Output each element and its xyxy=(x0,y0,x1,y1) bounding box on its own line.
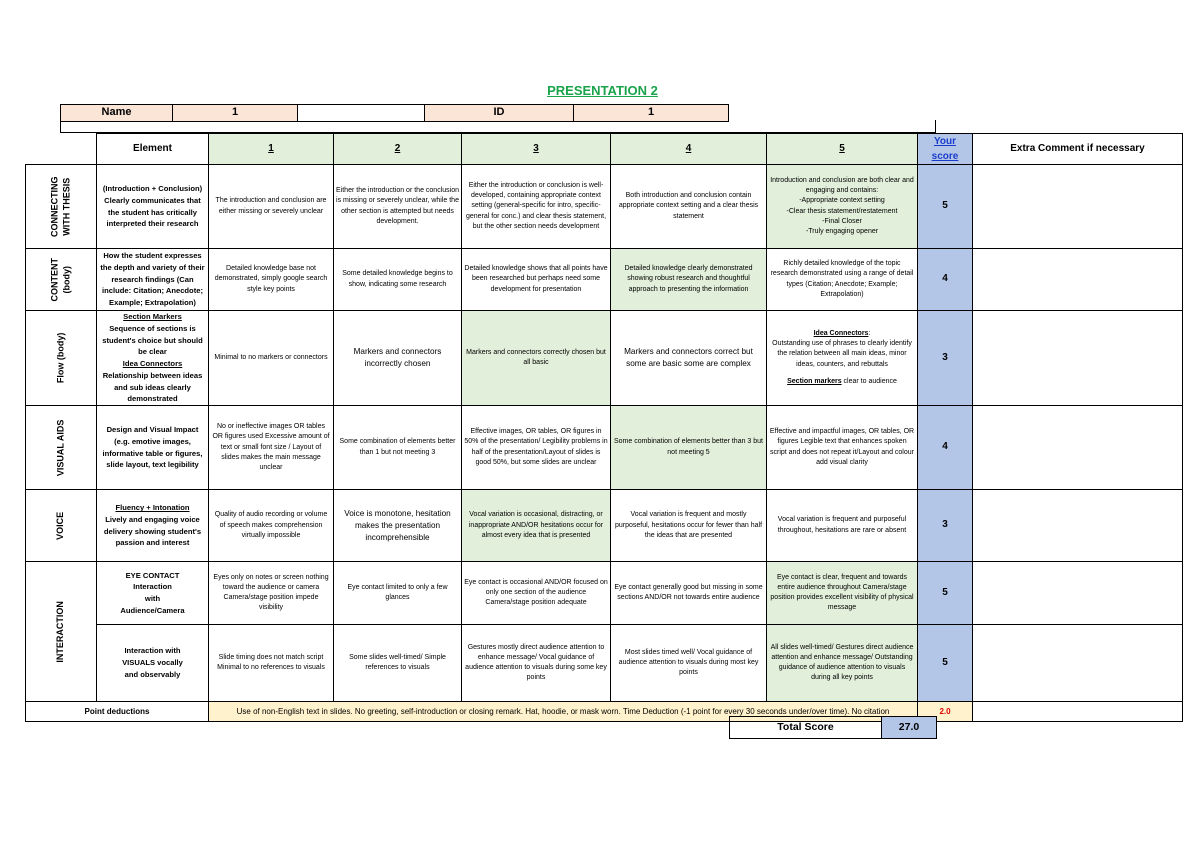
category-label: VISUAL AIDS xyxy=(55,419,66,476)
id-label: ID xyxy=(425,105,574,122)
deductions-label: Point deductions xyxy=(26,702,209,722)
deductions-value: 2.0 xyxy=(918,702,973,722)
level-5-point: -Appropriate context setting xyxy=(799,197,885,205)
header-level-3: 3 xyxy=(462,134,611,165)
element-cell: (Introduction + Conclusion) Clearly communicates that the student has critically interpreted their research xyxy=(97,165,209,249)
category-cell xyxy=(26,406,97,490)
header-your-score: Your score xyxy=(918,134,973,165)
element-line: with xyxy=(144,594,161,604)
score-cell: 3 xyxy=(918,311,973,406)
level-4-cell: Vocal variation is frequent and mostly purposeful, hesitations occur for fewer than half the ideas that are presented xyxy=(611,490,767,562)
total-score-label: Total Score xyxy=(730,717,882,739)
level-1-cell: No or ineffective images OR tables OR figures used Excessive amount of text or small font size / Layout of slides makes the main message unclear xyxy=(209,406,334,490)
element-text: Relationship between ideas and sub ideas clearly demonstrated xyxy=(102,370,203,404)
level-2-cell: Some detailed knowledge begins to show, indicating some research xyxy=(334,249,462,311)
comment-cell[interactable] xyxy=(973,490,1183,562)
level-3-cell: Effective images, OR tables, OR figures in 50% of the presentation/ Legibility problems in half of the presentation/Layout of slides is good 50%, but some slides are unclear xyxy=(462,406,611,490)
element-line: Interaction xyxy=(133,582,172,592)
total-score-table xyxy=(729,716,937,739)
element-cell xyxy=(97,625,209,702)
category-cell xyxy=(26,562,97,702)
level-4-cell: Eye contact generally good but missing in some sections AND/OR not towards entire audience xyxy=(611,562,767,625)
rubric-row xyxy=(26,165,1183,249)
element-cell: How the student expresses the depth and variety of their research findings (Can include: Citation; Anecdote; Example; Extrapolation) xyxy=(97,249,209,311)
category-cell xyxy=(26,165,97,249)
rubric-row xyxy=(26,406,1183,490)
category-cell xyxy=(26,490,97,562)
header-level-2: 2 xyxy=(334,134,462,165)
level-1-cell: Slide timing does not match script Minimal to no references to visuals xyxy=(209,625,334,702)
element-subtitle: Section Markers xyxy=(123,312,182,321)
level-5-point: -Truly engaging opener xyxy=(805,227,879,235)
header-element: Element xyxy=(97,134,209,165)
level-3-cell: Either the introduction or conclusion is well-developed, containing appropriate context setting (general-specific for intro, specific-general for conc.) and clear thesis statement, but the other section needs development xyxy=(462,165,611,249)
element-line: and observably xyxy=(124,670,181,679)
level-5-text: Outstanding use of phrases to clearly identify the relation between all main ideas, minor ideas, counters, and rebuttals xyxy=(772,340,912,368)
level-1-cell: The introduction and conclusion are either missing or severely unclear xyxy=(209,165,334,249)
rubric-row xyxy=(26,249,1183,311)
level-5-text: clear to audience xyxy=(841,377,897,385)
level-2-cell: Some combination of elements better than 1 but not meeting 3 xyxy=(334,406,462,490)
level-3-cell: Gestures mostly direct audience attention to enhance message/ Vocal guidance of audience attention to visuals during some key points xyxy=(462,625,611,702)
level-3-cell: Detailed knowledge shows that all points have been researched but perhaps need some development for presentation xyxy=(462,249,611,311)
level-4-cell: Both introduction and conclusion contain appropriate context setting and a clear thesis statement xyxy=(611,165,767,249)
score-cell: 4 xyxy=(918,249,973,311)
category-label: CONNECTING WITH THESIS xyxy=(49,176,71,237)
level-1-cell: Eyes only on notes or screen nothing toward the audience or camera Camera/stage position impede visibility xyxy=(209,562,334,625)
level-5-cell: Richly detailed knowledge of the topic research demonstrated using a range of detail types (Citation; Anecdote; Example; Extrapolation) xyxy=(767,249,918,311)
level-2-cell: Eye contact limited to only a few glances xyxy=(334,562,462,625)
level-2-cell: Either the introduction or the conclusion is missing or severely unclear, while the other section is attempted but needs development. xyxy=(334,165,462,249)
header-level-1: 1 xyxy=(209,134,334,165)
deductions-comment-cell[interactable] xyxy=(973,702,1183,722)
id-value: 1 xyxy=(574,105,729,122)
level-3-cell: Markers and connectors correctly chosen but all basic xyxy=(462,311,611,406)
category-label: Flow (body) xyxy=(55,332,66,384)
comment-cell[interactable] xyxy=(973,249,1183,311)
level-2-cell: Voice is monotone, hesitation makes the presentation incomprehensible xyxy=(334,490,462,562)
comment-cell[interactable] xyxy=(973,562,1183,625)
comment-cell[interactable] xyxy=(973,311,1183,406)
header-extra-comment: Extra Comment if necessary xyxy=(973,134,1183,165)
level-5-subtitle: Section markers xyxy=(787,377,842,385)
level-2-cell: Markers and connectors incorrectly chosen xyxy=(334,311,462,406)
element-line: VISUALS vocally xyxy=(122,658,183,668)
score-cell: 4 xyxy=(918,406,973,490)
name-value: 1 xyxy=(173,105,298,122)
level-5-cell xyxy=(767,165,918,249)
level-1-cell: Detailed knowledge base not demonstrated, simply google search style key points xyxy=(209,249,334,311)
category-label: VOICE xyxy=(55,511,66,540)
element-text: Lively and engaging voice delivery showing student's passion and interest xyxy=(103,514,202,548)
score-cell: 5 xyxy=(918,165,973,249)
header-level-4: 4 xyxy=(611,134,767,165)
comment-cell[interactable] xyxy=(973,406,1183,490)
level-5-intro: Introduction and conclusion are both clear and engaging and contains: xyxy=(770,177,914,195)
element-line: Interaction with xyxy=(124,646,181,656)
rubric-row xyxy=(26,562,1183,625)
score-cell: 3 xyxy=(918,490,973,562)
level-2-cell: Some slides well-timed/ Simple references to visuals xyxy=(334,625,462,702)
level-1-cell: Quality of audio recording or volume of speech makes comprehension virtually impossible xyxy=(209,490,334,562)
comment-cell[interactable] xyxy=(973,165,1183,249)
element-cell xyxy=(97,562,209,625)
level-5-cell: Effective and impactful images, OR tables, OR figures Legible text that enhances spoken script and does not repeat it/Layout and colour add visual clarity xyxy=(767,406,918,490)
element-cell: Design and Visual Impact (e.g. emotive images, informative table or figures, slide layout, text legibility xyxy=(97,406,209,490)
level-5-cell xyxy=(767,311,918,406)
score-cell: 5 xyxy=(918,625,973,702)
blank-cell xyxy=(298,105,425,122)
element-subtitle: Idea Connectors xyxy=(122,359,183,369)
level-1-cell: Minimal to no markers or connectors xyxy=(209,311,334,406)
score-cell: 5 xyxy=(918,562,973,625)
rubric-row xyxy=(26,625,1183,702)
total-score-value: 27.0 xyxy=(882,717,937,739)
level-5-subtitle: Idea Connectors xyxy=(813,330,869,338)
category-label: CONTENT (body) xyxy=(49,257,71,302)
rubric-row xyxy=(26,311,1183,406)
blank-row xyxy=(60,120,936,133)
category-cell xyxy=(26,311,97,406)
level-4-cell: Markers and connectors correct but some are basic some are complex xyxy=(611,311,767,406)
header-level-5: 5 xyxy=(767,134,918,165)
level-5-colon: : xyxy=(868,330,871,338)
category-label: INTERACTION xyxy=(55,600,66,663)
rubric-table xyxy=(25,133,1183,722)
name-label: Name xyxy=(61,105,173,122)
level-5-cell: Eye contact is clear, frequent and towards entire audience throughout Camera/stage position provides excellent visibility of physical message xyxy=(767,562,918,625)
category-cell xyxy=(26,249,97,311)
deductions-row xyxy=(26,702,1183,722)
element-cell xyxy=(97,311,209,406)
level-5-point: -Clear thesis statement/restatement xyxy=(786,207,898,215)
level-3-cell: Eye contact is occasional AND/OR focused on only one section of the audience Camera/stage position adequate xyxy=(462,562,611,625)
rubric-row xyxy=(26,490,1183,562)
page-title: PRESENTATION 2 xyxy=(547,83,658,98)
element-cell xyxy=(97,490,209,562)
element-text: Sequence of sections is student's choice but should be clear xyxy=(102,323,203,357)
level-4-cell: Most slides timed well/ Vocal guidance of audience attention to visuals during most key points xyxy=(611,625,767,702)
level-3-cell: Vocal variation is occasional, distracting, or inappropriate AND/OR hesitations occur for almost every idea that is presented xyxy=(462,490,611,562)
comment-cell[interactable] xyxy=(973,625,1183,702)
element-line: Audience/Camera xyxy=(120,605,185,615)
element-subtitle: Fluency + Intonation xyxy=(115,503,190,513)
deductions-text: Use of non-English text in slides. No greeting, self-introduction or closing remark. Hat, hoodie, or mask worn. Time Deduction (-1 point for every 30 seconds under/over time). No citation xyxy=(209,702,918,722)
element-line: EYE CONTACT xyxy=(125,570,180,580)
level-5-point: -Final Closer xyxy=(822,217,862,225)
level-5-cell: All slides well-timed/ Gestures direct audience attention and enhance message/ Outstanding guidance of audience attention to visuals during all key points xyxy=(767,625,918,702)
level-5-cell: Vocal variation is frequent and purposeful throughout, hesitations are rare or absent xyxy=(767,490,918,562)
level-4-cell: Detailed knowledge clearly demonstrated showing robust research and thoughtful approach to presenting the information xyxy=(611,249,767,311)
level-4-cell: Some combination of elements better than 3 but not meeting 5 xyxy=(611,406,767,490)
